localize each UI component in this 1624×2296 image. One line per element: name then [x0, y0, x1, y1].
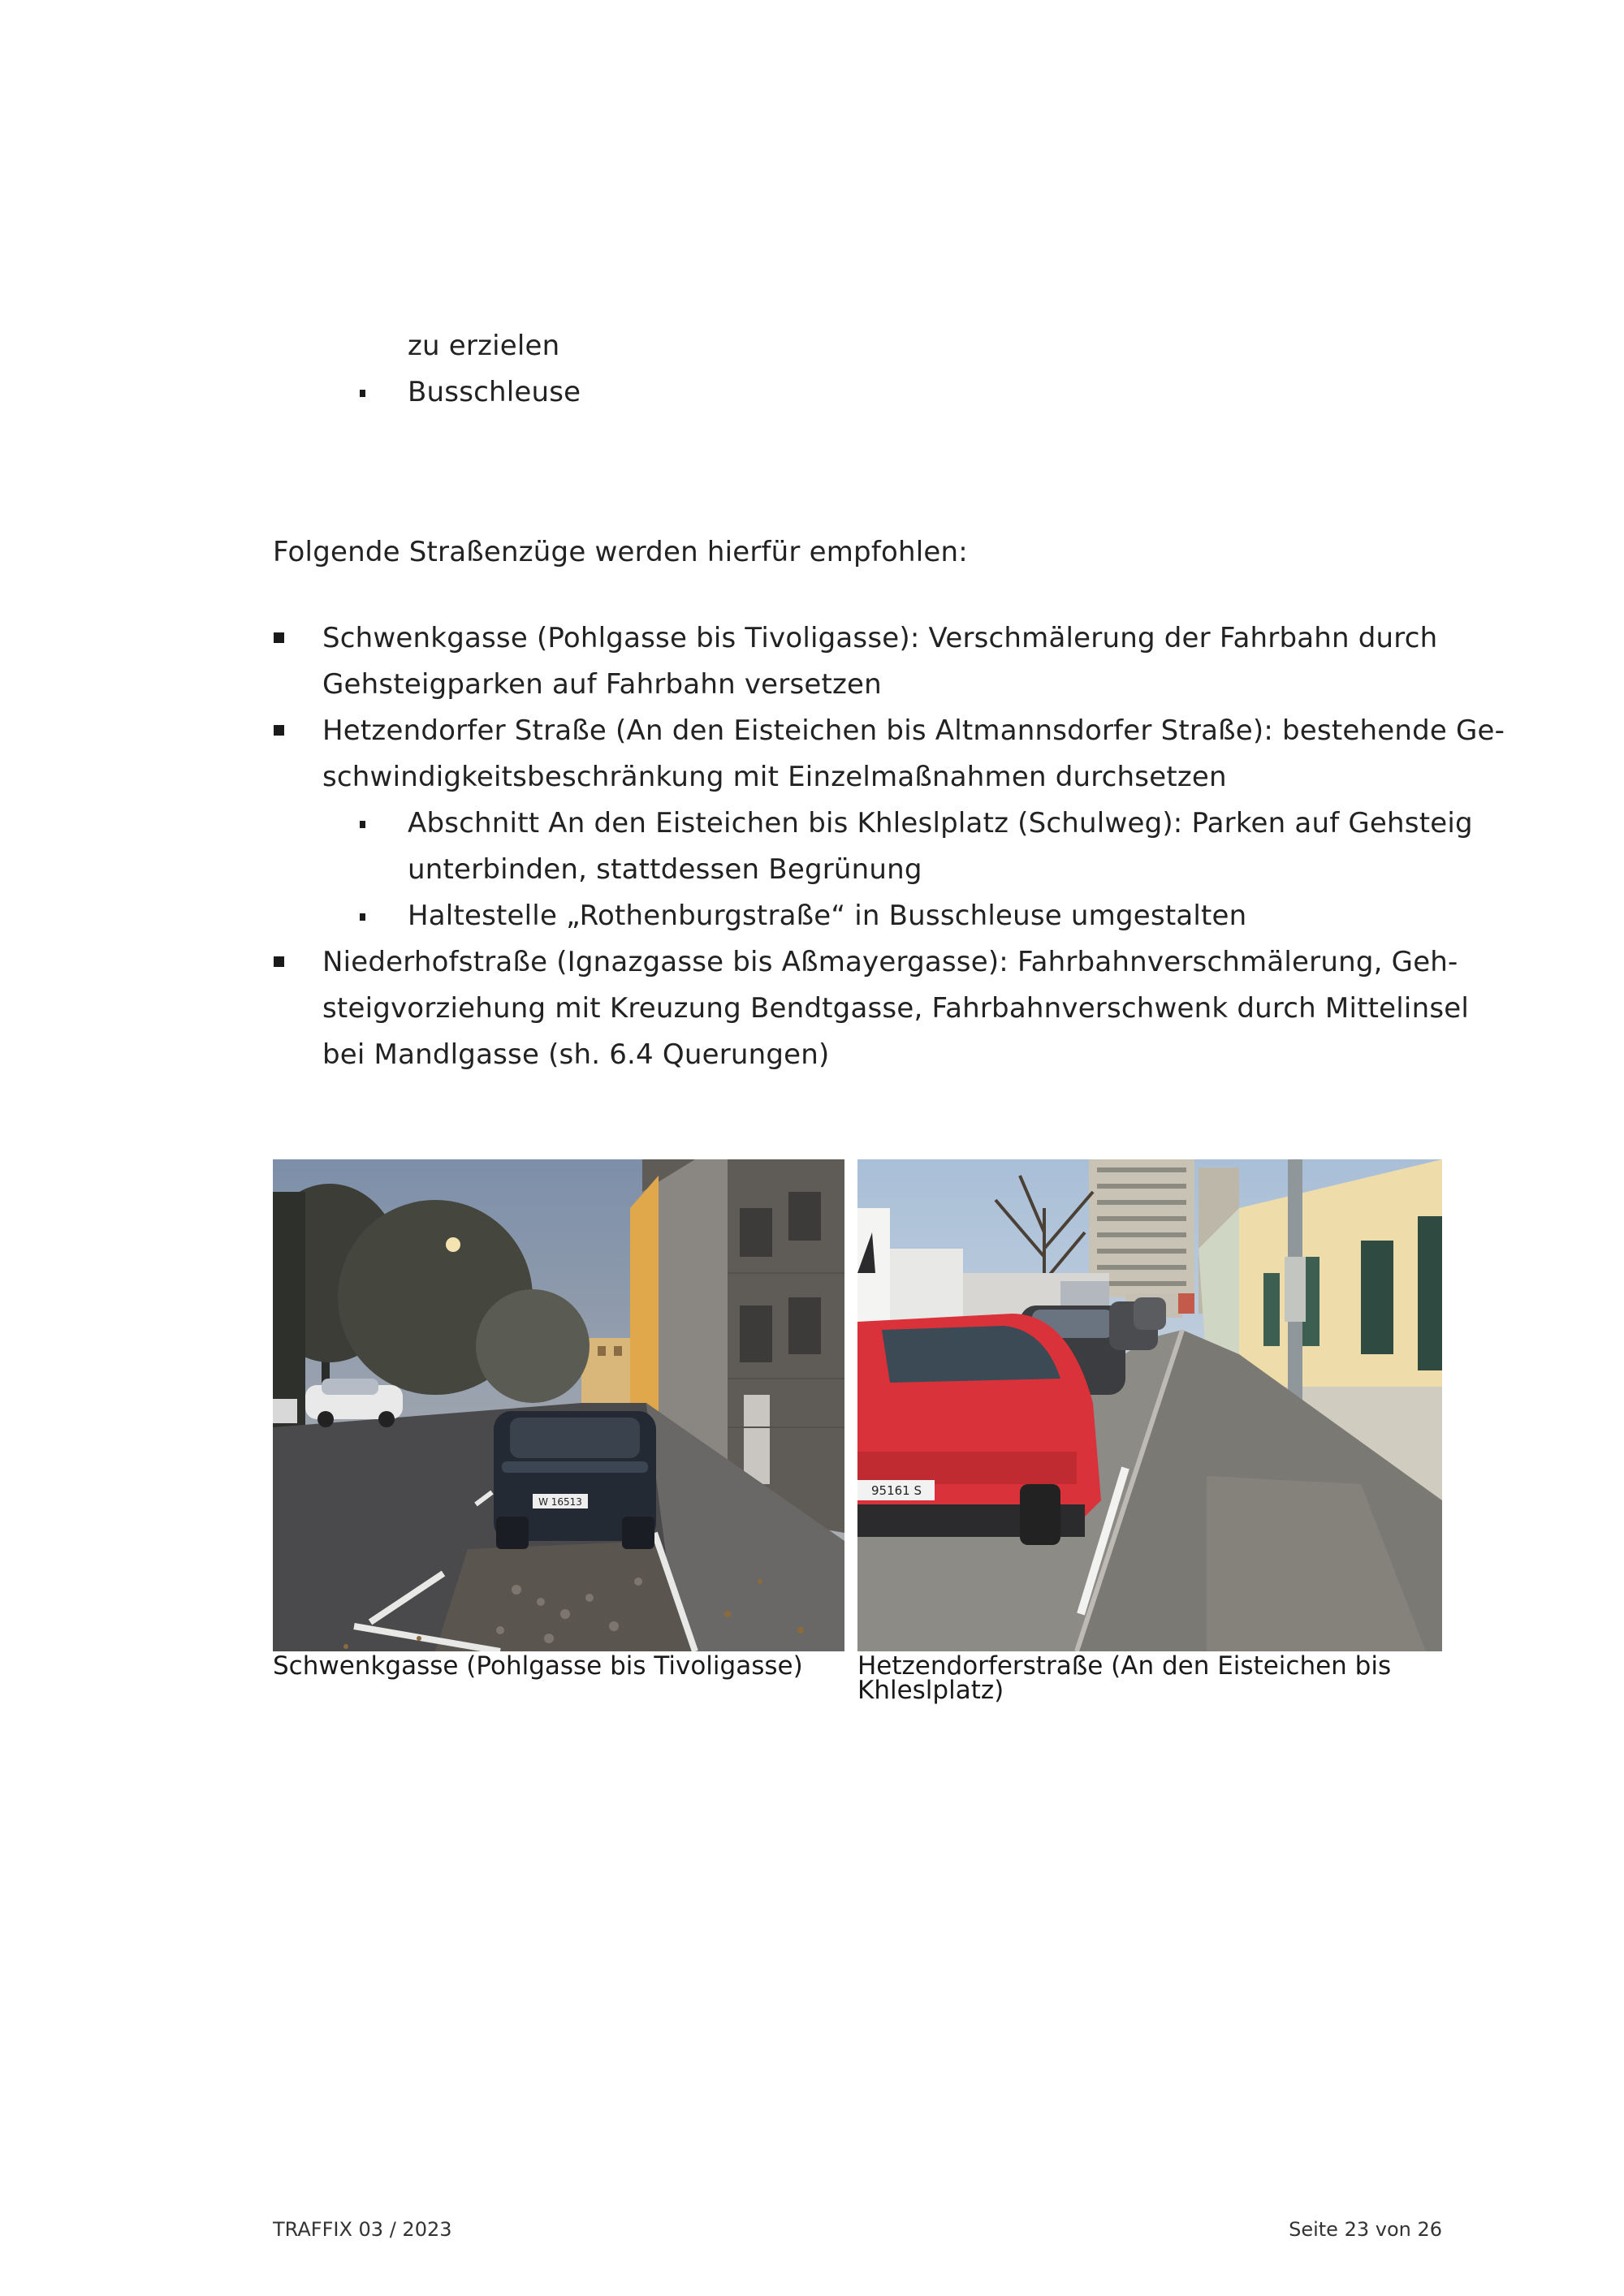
bullet-marker [274, 956, 284, 967]
sub-bullet-marker [360, 390, 365, 397]
caption-line: Hetzendorferstraße (An den Eisteichen bis [857, 1651, 1392, 1681]
intro-fragment: zu erzielen [408, 330, 560, 362]
lead-text: Folgende Straßenzüge werden hierfür empfohlen: [273, 536, 968, 568]
photo-hetzendorferstrasse [857, 1159, 1442, 1651]
list-item-line: Schwenkgasse (Pohlgasse bis Tivoligasse): Verschmälerung der Fahrbahn durch [322, 622, 1438, 654]
figure-caption-1 [273, 1651, 844, 1681]
bullet-marker [274, 632, 284, 643]
list-item-line: Niederhofstraße (Ignazgasse bis Aßmayergasse): Fahrbahnverschmälerung, Geh- [322, 946, 1458, 978]
list-item-line: steigvorziehung mit Kreuzung Bendtgasse, Fahrbahnverschwenk durch Mittelinsel [322, 992, 1470, 1025]
figure-caption-2 [857, 1651, 1442, 1705]
bullet-marker [274, 725, 284, 736]
sub-bullet-marker [360, 821, 365, 828]
caption-line: Schwenkgasse (Pohlgasse bis Tivoligasse) [273, 1651, 803, 1681]
sub-item-line: Haltestelle „Rothenburgstraße“ in Busschleuse umgestalten [408, 900, 1247, 932]
list-item-line: Gehsteigparken auf Fahrbahn versetzen [322, 668, 882, 701]
list-item-line: Hetzendorfer Straße (An den Eisteichen bis Altmannsdorfer Straße): bestehende Ge- [322, 714, 1505, 747]
footer-left: TRAFFIX 03 / 2023 [273, 2218, 452, 2241]
license-plate-2: 95161 S [870, 1483, 922, 1498]
sub-item-line: unterbinden, stattdessen Begrünung [408, 853, 922, 886]
photo-schwenkgasse [273, 1159, 844, 1651]
list-item-line: schwindigkeitsbeschränkung mit Einzelmaßnahmen durchsetzen [322, 761, 1227, 793]
footer-page-number: Seite 23 von 26 [1289, 2218, 1442, 2241]
sub-bullet-marker [360, 913, 365, 921]
list-item-line: bei Mandlgasse (sh. 6.4 Querungen) [322, 1038, 830, 1071]
sub-item-line: Abschnitt An den Eisteichen bis Khleslplatz (Schulweg): Parken auf Gehsteig [408, 807, 1473, 839]
license-plate-1: W 16513 [538, 1496, 582, 1508]
caption-line: Khleslplatz) [857, 1676, 1004, 1705]
intro-bullet-text: Busschleuse [408, 376, 581, 408]
